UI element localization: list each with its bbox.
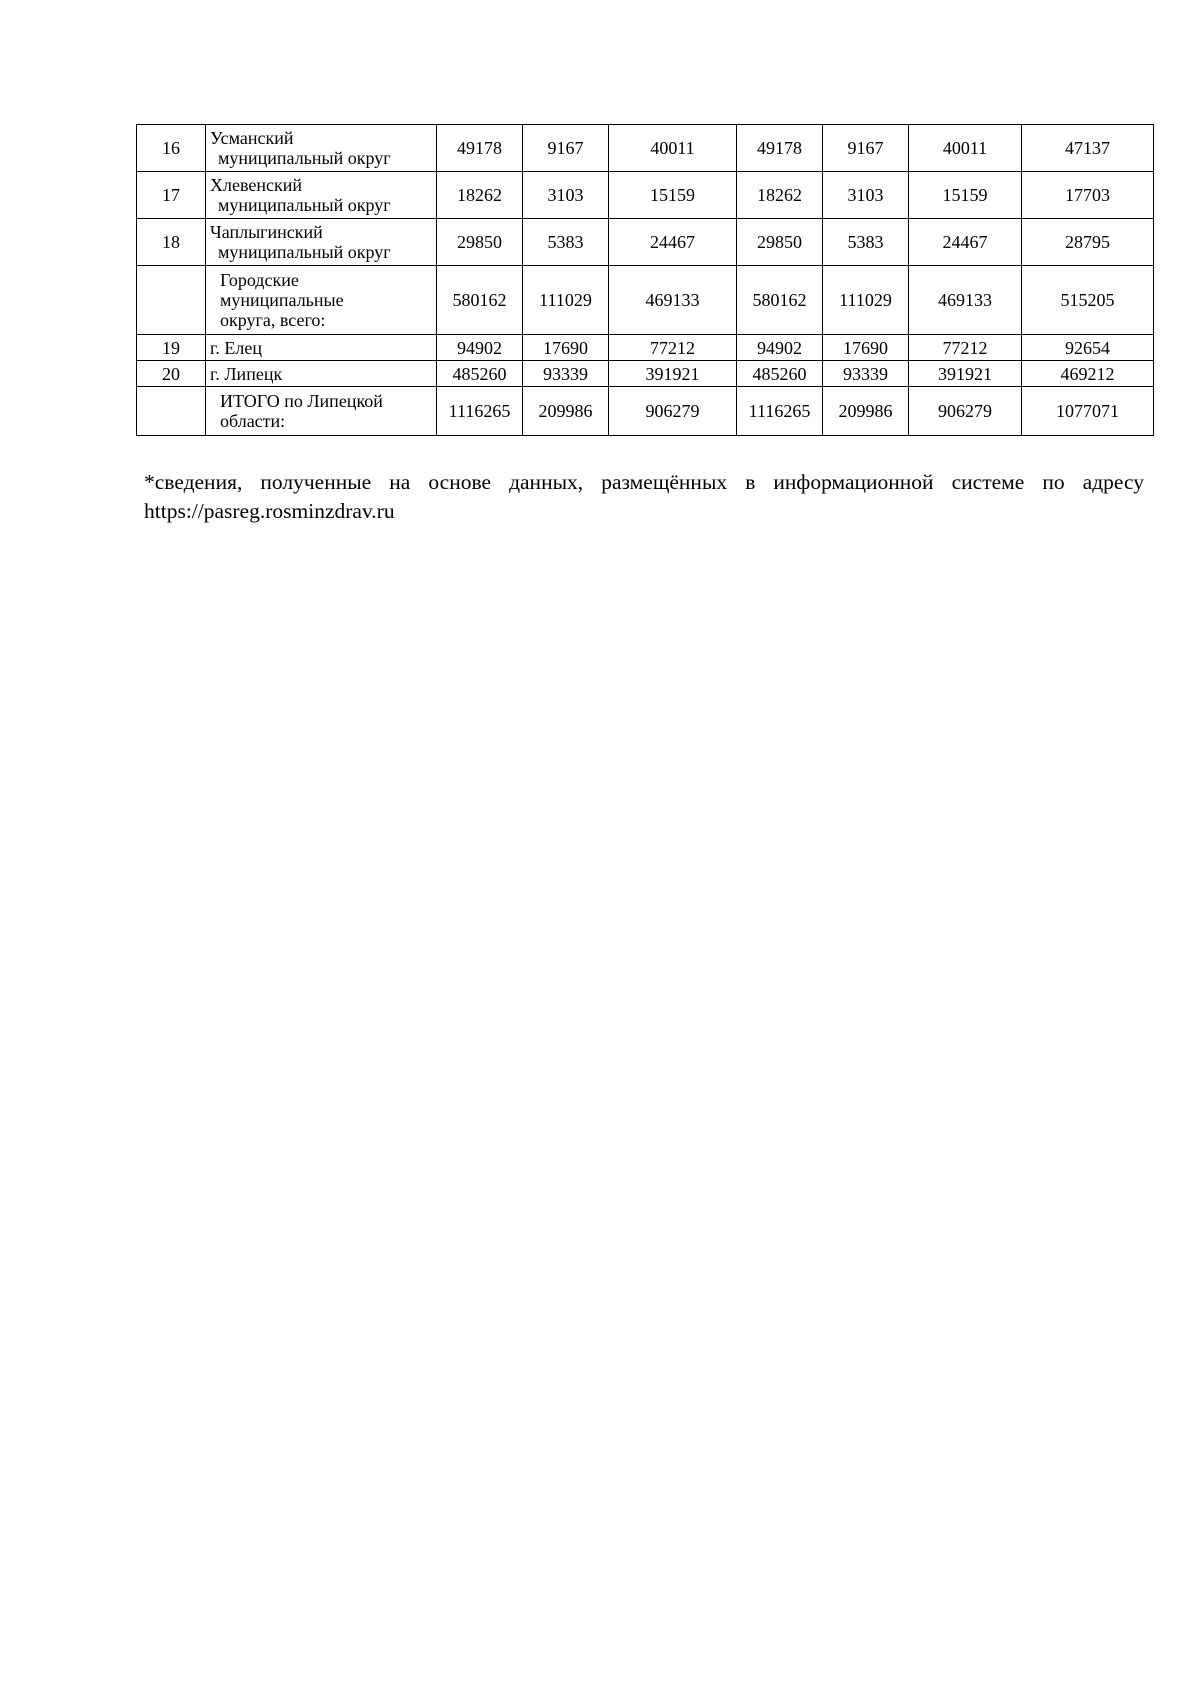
row-number: 18 [137,219,206,266]
value-cell: 515205 [1022,266,1154,335]
value-cell: 5383 [823,219,909,266]
value-cell: 1116265 [437,387,523,436]
row-number: 19 [137,335,206,361]
row-number [137,266,206,335]
value-cell: 93339 [523,361,609,387]
district-name: г. Липецк [210,363,283,384]
value-cell: 469212 [1022,361,1154,387]
district-name-cell [206,172,437,219]
value-cell: 111029 [823,266,909,335]
value-cell: 906279 [609,387,737,436]
table-row-subtotal [137,266,1154,335]
value-cell: 49178 [737,125,823,172]
total-label-line: области: [220,411,286,431]
value-cell: 5383 [523,219,609,266]
footnote [144,468,1144,526]
total-label-cell [206,387,437,436]
value-cell: 485260 [437,361,523,387]
district-type: муниципальный округ [218,195,391,215]
value-cell: 1116265 [737,387,823,436]
district-name-cell [206,219,437,266]
district-name-cell [206,361,437,387]
subtotal-label-line: муниципальные [220,290,344,310]
subtotal-label-line: Городские [220,270,299,290]
value-cell: 111029 [523,266,609,335]
value-cell: 391921 [909,361,1022,387]
district-type: муниципальный округ [218,148,391,168]
value-cell: 580162 [737,266,823,335]
district-type: муниципальный округ [218,242,391,262]
value-cell: 906279 [909,387,1022,436]
value-cell: 77212 [609,335,737,361]
value-cell: 40011 [909,125,1022,172]
row-number: 20 [137,361,206,387]
value-cell: 209986 [823,387,909,436]
table-row-total [137,387,1154,436]
value-cell: 93339 [823,361,909,387]
district-name-cell [206,335,437,361]
value-cell: 24467 [609,219,737,266]
subtotal-label-line: округа, всего: [220,310,326,330]
value-cell: 29850 [437,219,523,266]
total-label-line: ИТОГО по Липецкой [220,391,383,411]
value-cell: 94902 [437,335,523,361]
value-cell: 1077071 [1022,387,1154,436]
value-cell: 485260 [737,361,823,387]
value-cell: 3103 [523,172,609,219]
value-cell: 9167 [523,125,609,172]
table-row [137,335,1154,361]
table-row [137,172,1154,219]
value-cell: 17690 [523,335,609,361]
value-cell: 209986 [523,387,609,436]
value-cell: 3103 [823,172,909,219]
district-name: г. Елец [210,337,262,358]
table-row [137,125,1154,172]
value-cell: 15159 [909,172,1022,219]
value-cell: 92654 [1022,335,1154,361]
value-cell: 18262 [737,172,823,219]
value-cell: 580162 [437,266,523,335]
row-number: 17 [137,172,206,219]
row-number [137,387,206,436]
value-cell: 391921 [609,361,737,387]
footnote-text: *сведения, полученные на основе данных, размещённых в информационной системе по адресу [144,470,1144,494]
district-name-cell [206,125,437,172]
value-cell: 24467 [909,219,1022,266]
value-cell: 18262 [437,172,523,219]
value-cell: 17690 [823,335,909,361]
value-cell: 77212 [909,335,1022,361]
district-name-cell [206,266,437,335]
value-cell: 49178 [437,125,523,172]
table-row [137,361,1154,387]
value-cell: 28795 [1022,219,1154,266]
value-cell: 469133 [909,266,1022,335]
population-table [136,124,1154,436]
value-cell: 94902 [737,335,823,361]
table-row [137,219,1154,266]
district-name: Усманский [210,128,294,148]
footnote-url: https://pasreg.rosminzdrav.ru [144,499,395,523]
value-cell: 17703 [1022,172,1154,219]
value-cell: 47137 [1022,125,1154,172]
district-name: Хлевенский [210,175,302,195]
district-name: Чаплыгинский [210,222,323,242]
value-cell: 15159 [609,172,737,219]
value-cell: 9167 [823,125,909,172]
row-number: 16 [137,125,206,172]
value-cell: 40011 [609,125,737,172]
value-cell: 29850 [737,219,823,266]
value-cell: 469133 [609,266,737,335]
